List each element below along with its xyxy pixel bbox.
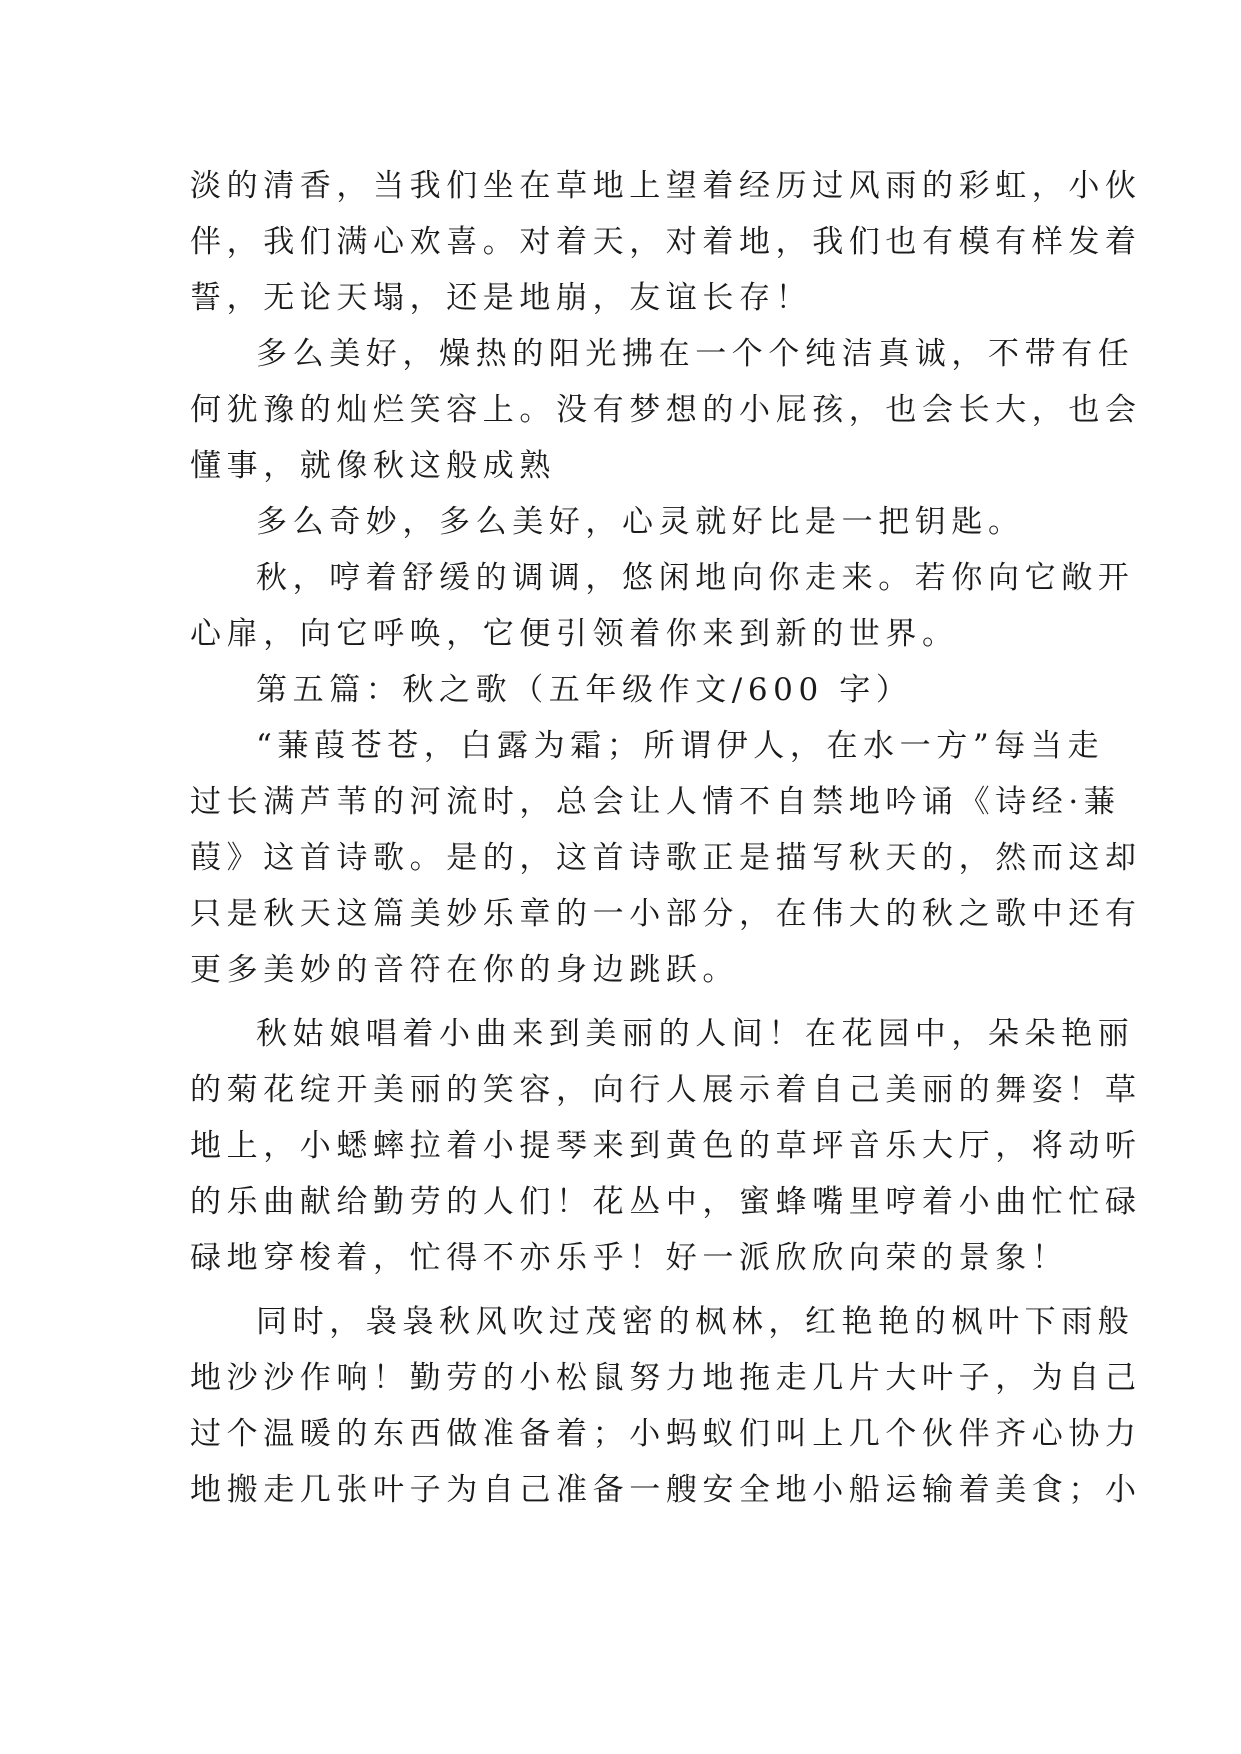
text-line: 淡的清香，当我们坐在草地上望着经历过风雨的彩虹，小伙 bbox=[190, 168, 1142, 204]
text-line: 更多美妙的音符在你的身边跳跃。 bbox=[190, 952, 739, 988]
text-line: 伴，我们满心欢喜。对着天，对着地，我们也有模有样发着 bbox=[190, 224, 1142, 260]
text-line: 过个温暖的东西做准备着；小蚂蚁们叫上几个伙伴齐心协力 bbox=[190, 1416, 1142, 1452]
text-line: 誓，无论天塌，还是地崩，友谊长存！ bbox=[190, 280, 813, 316]
paragraph-start-line: 多么美好，燥热的阳光拂在一个个纯洁真诚，不带有任 bbox=[256, 336, 1135, 372]
paragraph-start-line: 多么奇妙，多么美好，心灵就好比是一把钥匙。 bbox=[256, 504, 1025, 540]
text-line: 何犹豫的灿烂笑容上。没有梦想的小屁孩，也会长大，也会 bbox=[190, 392, 1142, 428]
text-line: 的乐曲献给勤劳的人们！花丛中，蜜蜂嘴里哼着小曲忙忙碌 bbox=[190, 1184, 1142, 1220]
text-line: 心扉，向它呼唤，它便引领着你来到新的世界。 bbox=[190, 616, 959, 652]
body-text bbox=[190, 158, 1142, 1518]
text-line: 过长满芦苇的河流时，总会让人情不自禁地吟诵《诗经·蒹 bbox=[190, 784, 1121, 820]
text-line: 地搬走几张叶子为自己准备一艘安全地小船运输着美食；小 bbox=[190, 1472, 1142, 1508]
text-line: 葭》这首诗歌。是的，这首诗歌正是描写秋天的，然而这却 bbox=[190, 840, 1142, 876]
text-line: 碌地穿梭着，忙得不亦乐乎！好一派欣欣向荣的景象！ bbox=[190, 1240, 1069, 1276]
paragraph-start-line: “蒹葭苍苍，白露为霜；所谓伊人，在水一方”每当走 bbox=[256, 728, 1105, 764]
text-line: 懂事，就像秋这般成熟 bbox=[190, 448, 556, 484]
text-line: 地沙沙作响！勤劳的小松鼠努力地拖走几片大叶子，为自己 bbox=[190, 1360, 1142, 1396]
paragraph-start-line: 同时，袅袅秋风吹过茂密的枫林，红艳艳的枫叶下雨般 bbox=[256, 1304, 1135, 1340]
paragraph-start-line: 秋，哼着舒缓的调调，悠闲地向你走来。若你向它敞开 bbox=[256, 560, 1135, 596]
section-heading: 第五篇：秋之歌（五年级作文/600 字） bbox=[256, 672, 913, 708]
text-line: 只是秋天这篇美妙乐章的一小部分，在伟大的秋之歌中还有 bbox=[190, 896, 1142, 932]
text-line: 的菊花绽开美丽的笑容，向行人展示着自己美丽的舞姿！草 bbox=[190, 1072, 1142, 1108]
paragraph-start-line: 秋姑娘唱着小曲来到美丽的人间！在花园中，朵朵艳丽 bbox=[256, 1016, 1135, 1052]
text-line: 地上，小蟋蟀拉着小提琴来到黄色的草坪音乐大厅，将动听 bbox=[190, 1128, 1142, 1164]
